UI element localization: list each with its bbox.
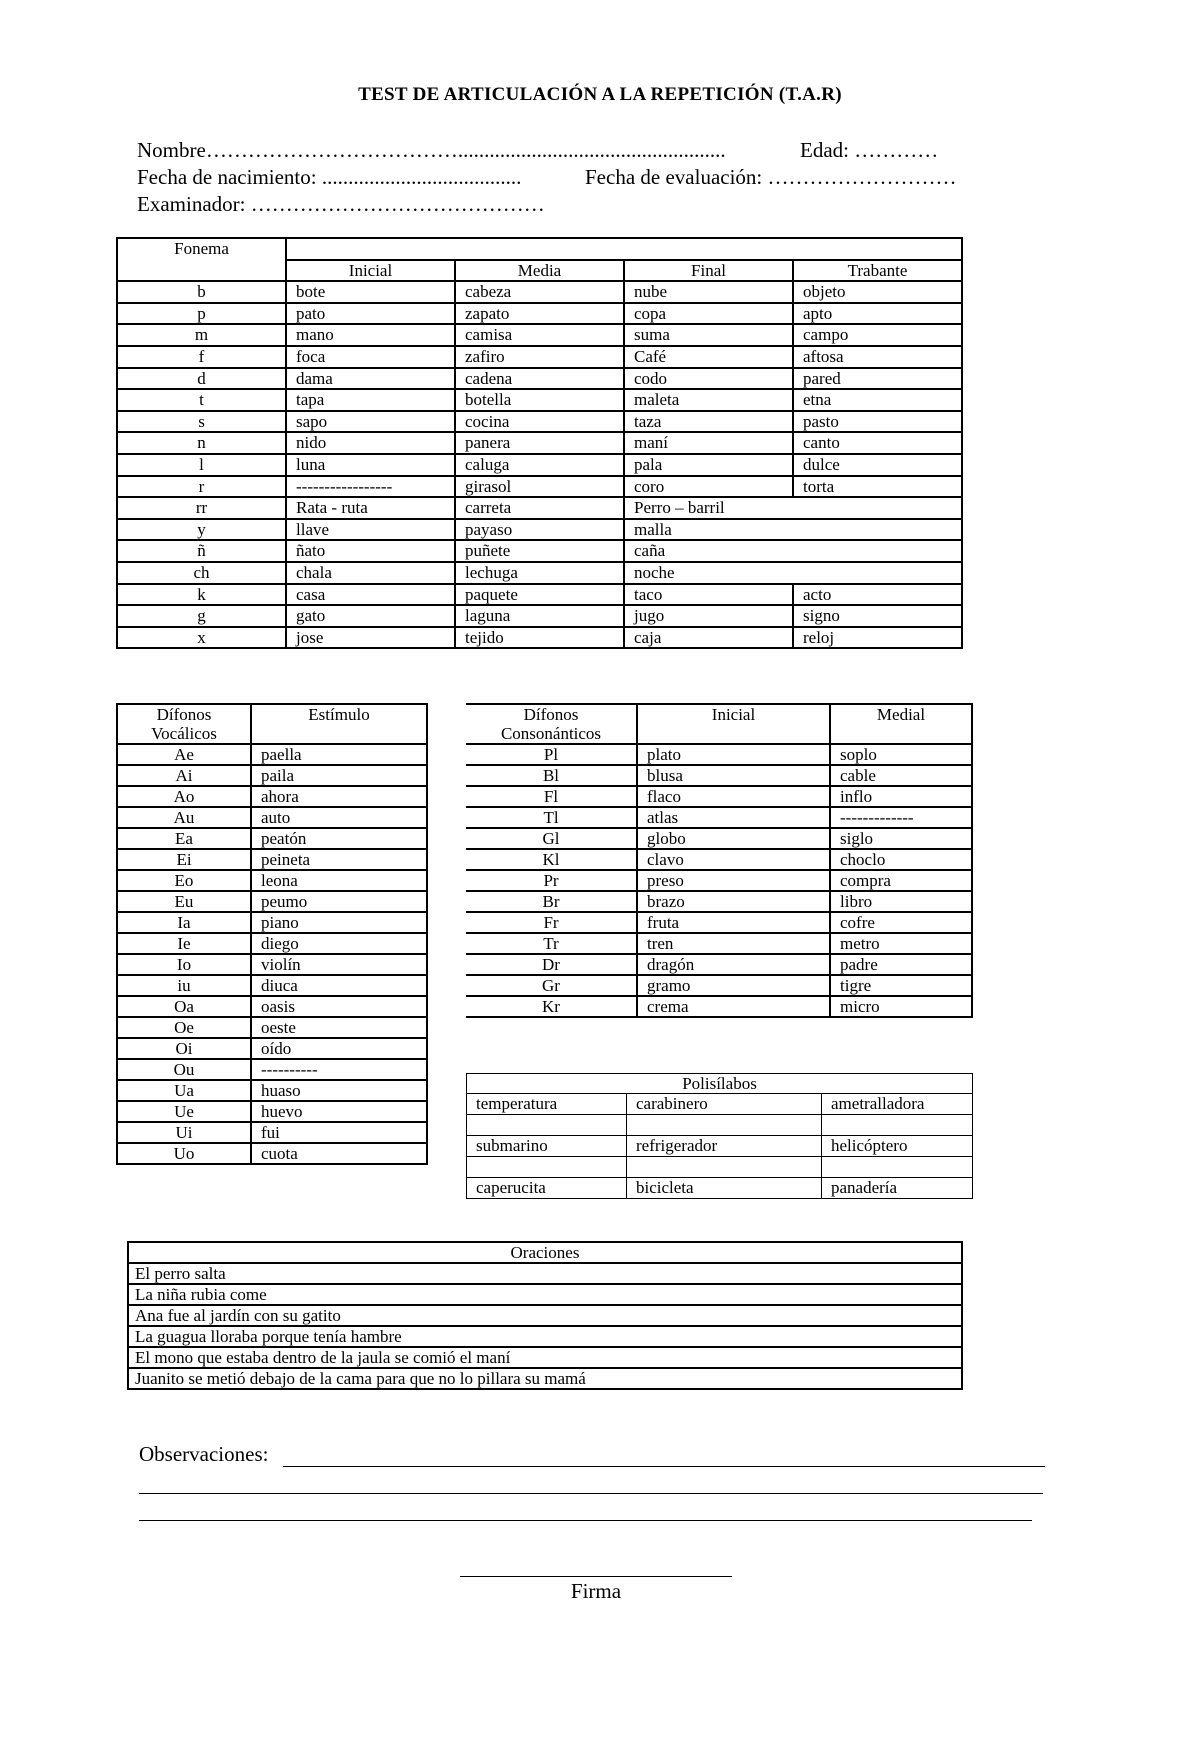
- word-media: tejido: [455, 627, 624, 649]
- oracion-text: Ana fue al jardín con su gatito: [128, 1305, 962, 1326]
- observaciones-line-3[interactable]: [139, 1520, 1032, 1521]
- oracion-text: La niña rubia come: [128, 1284, 962, 1305]
- difono-consonantico: Fr: [466, 912, 637, 933]
- polisilabo-word: carabinero: [627, 1094, 822, 1115]
- word-trabante: torta: [793, 476, 962, 498]
- consonantico-row: [466, 765, 972, 786]
- polisilabo-word: [627, 1157, 822, 1178]
- word-final: malla: [624, 519, 962, 541]
- fonema-row: [117, 411, 962, 433]
- difono-consonantico: Gl: [466, 828, 637, 849]
- polisilabo-row: [467, 1136, 973, 1157]
- word-final: noche: [624, 562, 962, 584]
- word-inicial: blusa: [637, 765, 830, 786]
- fonema-symbol: n: [117, 432, 286, 454]
- position-header-spacer: [286, 238, 962, 260]
- vocalico-row: [117, 765, 427, 786]
- fonema-row: [117, 324, 962, 346]
- word-final: taco: [624, 584, 793, 606]
- fonema-row: [117, 432, 962, 454]
- estimulo-word: oeste: [251, 1017, 427, 1038]
- estimulo-word: paila: [251, 765, 427, 786]
- word-media: puñete: [455, 540, 624, 562]
- polisilabo-word: refrigerador: [627, 1136, 822, 1157]
- polisilabo-row: [467, 1157, 973, 1178]
- estimulo-word: diego: [251, 933, 427, 954]
- difono-consonantico: Pl: [466, 744, 637, 765]
- word-trabante: reloj: [793, 627, 962, 649]
- fonema-symbol: y: [117, 519, 286, 541]
- word-media: laguna: [455, 605, 624, 627]
- word-trabante: pared: [793, 368, 962, 390]
- oraciones-header: Oraciones: [128, 1242, 962, 1263]
- word-final: pala: [624, 454, 793, 476]
- estimulo-word: paella: [251, 744, 427, 765]
- word-inicial: sapo: [286, 411, 455, 433]
- difono-vocalico: Io: [117, 954, 251, 975]
- word-inicial: clavo: [637, 849, 830, 870]
- fonema-row: [117, 303, 962, 325]
- fonema-row: [117, 584, 962, 606]
- vocalico-row: [117, 1080, 427, 1101]
- fonema-row: [117, 368, 962, 390]
- consonantico-row: [466, 870, 972, 891]
- word-final: caja: [624, 627, 793, 649]
- fonema-row: [117, 476, 962, 498]
- consonantico-row: [466, 849, 972, 870]
- difono-vocalico: Eo: [117, 870, 251, 891]
- word-inicial: bote: [286, 281, 455, 303]
- estimulo-word: peineta: [251, 849, 427, 870]
- polisilabo-word: temperatura: [467, 1094, 627, 1115]
- vocalico-row: [117, 933, 427, 954]
- estimulo-word: diuca: [251, 975, 427, 996]
- word-medial: micro: [830, 996, 972, 1017]
- word-inicial: mano: [286, 324, 455, 346]
- oracion-row: [128, 1263, 962, 1284]
- word-inicial: preso: [637, 870, 830, 891]
- polisilabo-word: caperucita: [467, 1178, 627, 1199]
- oracion-row: [128, 1347, 962, 1368]
- polisilabo-word: submarino: [467, 1136, 627, 1157]
- polisilabo-word: helicóptero: [822, 1136, 973, 1157]
- word-inicial: llave: [286, 519, 455, 541]
- difono-consonantico: Kl: [466, 849, 637, 870]
- word-final: jugo: [624, 605, 793, 627]
- difonos-consonanticos-header: Dífonos Consonánticos: [466, 704, 637, 744]
- fonema-symbol: g: [117, 605, 286, 627]
- consonanticos-header-row: [466, 704, 972, 744]
- fecha-evaluacion-field[interactable]: Fecha de evaluación: ………………………: [585, 165, 957, 189]
- difonos-vocalicos-header: Dífonos Vocálicos: [117, 704, 251, 744]
- fonema-row: [117, 454, 962, 476]
- estimulo-word: cuota: [251, 1143, 427, 1164]
- observaciones-line-1[interactable]: [283, 1466, 1045, 1467]
- estimulo-word: violín: [251, 954, 427, 975]
- col-header-trabante: Trabante: [793, 260, 962, 282]
- word-trabante: aftosa: [793, 346, 962, 368]
- word-inicial: brazo: [637, 891, 830, 912]
- difono-vocalico: Ao: [117, 786, 251, 807]
- difono-vocalico: Ue: [117, 1101, 251, 1122]
- word-final: taza: [624, 411, 793, 433]
- polisilabos-header: Polisílabos: [467, 1074, 973, 1094]
- fonema-symbol: m: [117, 324, 286, 346]
- consonantico-row: [466, 828, 972, 849]
- vocalico-row: [117, 954, 427, 975]
- polisilabos-header-row: [467, 1074, 973, 1094]
- fonemas-table: [116, 237, 963, 649]
- difono-vocalico: Ui: [117, 1122, 251, 1143]
- vocalico-row: [117, 891, 427, 912]
- word-media: zapato: [455, 303, 624, 325]
- inicial-header: Inicial: [637, 704, 830, 744]
- word-final: suma: [624, 324, 793, 346]
- word-final: Café: [624, 346, 793, 368]
- difono-vocalico: Ou: [117, 1059, 251, 1080]
- fonemas-header-row: [117, 238, 962, 260]
- word-medial: soplo: [830, 744, 972, 765]
- word-final: codo: [624, 368, 793, 390]
- estimulo-word: fui: [251, 1122, 427, 1143]
- consonantico-row: [466, 786, 972, 807]
- word-final: maleta: [624, 389, 793, 411]
- word-inicial: gramo: [637, 975, 830, 996]
- word-medial: metro: [830, 933, 972, 954]
- difono-consonantico: Dr: [466, 954, 637, 975]
- vocalicos-header-row: [117, 704, 427, 744]
- word-trabante: campo: [793, 324, 962, 346]
- fecha-nacimiento-field[interactable]: Fecha de nacimiento: ......................................: [137, 165, 522, 189]
- polisilabo-word: [467, 1115, 627, 1136]
- polisilabo-word: [822, 1157, 973, 1178]
- consonantico-row: [466, 912, 972, 933]
- word-medial: -------------: [830, 807, 972, 828]
- word-inicial: flaco: [637, 786, 830, 807]
- word-trabante: etna: [793, 389, 962, 411]
- word-inicial: plato: [637, 744, 830, 765]
- word-medial: padre: [830, 954, 972, 975]
- medial-header: Medial: [830, 704, 972, 744]
- difono-vocalico: Oa: [117, 996, 251, 1017]
- difono-vocalico: Ie: [117, 933, 251, 954]
- fonema-symbol: rr: [117, 497, 286, 519]
- estimulo-header: Estímulo: [251, 704, 427, 744]
- fonema-symbol: x: [117, 627, 286, 649]
- fonema-row: [117, 605, 962, 627]
- word-medial: inflo: [830, 786, 972, 807]
- polisilabo-row: [467, 1178, 973, 1199]
- observaciones-label: Observaciones:: [139, 1442, 269, 1466]
- estimulo-word: huevo: [251, 1101, 427, 1122]
- fonema-symbol: ñ: [117, 540, 286, 562]
- fonema-row: [117, 627, 962, 649]
- word-trabante: acto: [793, 584, 962, 606]
- word-trabante: pasto: [793, 411, 962, 433]
- consonantico-row: [466, 975, 972, 996]
- oracion-row: [128, 1326, 962, 1347]
- word-medial: cofre: [830, 912, 972, 933]
- fonema-row: [117, 346, 962, 368]
- word-trabante: signo: [793, 605, 962, 627]
- word-final: coro: [624, 476, 793, 498]
- difono-consonantico: Kr: [466, 996, 637, 1017]
- vocalico-row: [117, 975, 427, 996]
- fonema-symbol: p: [117, 303, 286, 325]
- word-inicial: tren: [637, 933, 830, 954]
- oraciones-table: [127, 1241, 963, 1390]
- word-inicial: luna: [286, 454, 455, 476]
- fonema-header: Fonema: [117, 238, 286, 281]
- polisilabo-word: panadería: [822, 1178, 973, 1199]
- fonema-symbol: t: [117, 389, 286, 411]
- word-inicial: gato: [286, 605, 455, 627]
- col-header-media: Media: [455, 260, 624, 282]
- vocalico-row: [117, 1017, 427, 1038]
- observaciones-line-2[interactable]: [139, 1493, 1043, 1494]
- fonema-symbol: r: [117, 476, 286, 498]
- difono-vocalico: Ia: [117, 912, 251, 933]
- difono-vocalico: Ua: [117, 1080, 251, 1101]
- vocalico-row: [117, 996, 427, 1017]
- consonantico-row: [466, 933, 972, 954]
- vocalico-row: [117, 828, 427, 849]
- fonema-row: [117, 389, 962, 411]
- difono-consonantico: Fl: [466, 786, 637, 807]
- word-media: lechuga: [455, 562, 624, 584]
- estimulo-word: ----------: [251, 1059, 427, 1080]
- word-media: botella: [455, 389, 624, 411]
- polisilabo-row: [467, 1115, 973, 1136]
- oracion-text: Juanito se metió debajo de la cama para que no lo pillara su mamá: [128, 1368, 962, 1389]
- vocalico-row: [117, 1059, 427, 1080]
- word-inicial: pato: [286, 303, 455, 325]
- word-media: cadena: [455, 368, 624, 390]
- word-media: zafiro: [455, 346, 624, 368]
- vocalico-row: [117, 1143, 427, 1164]
- vocalico-row: [117, 870, 427, 891]
- vocalico-row: [117, 912, 427, 933]
- vocalico-row: [117, 744, 427, 765]
- fonema-row: [117, 281, 962, 303]
- word-inicial: ñato: [286, 540, 455, 562]
- fonema-row: [117, 519, 962, 541]
- estimulo-word: huaso: [251, 1080, 427, 1101]
- word-inicial: tapa: [286, 389, 455, 411]
- word-medial: choclo: [830, 849, 972, 870]
- oracion-text: El perro salta: [128, 1263, 962, 1284]
- word-inicial: jose: [286, 627, 455, 649]
- difonos-vocalicos-table: [116, 703, 428, 1165]
- polisilabos-table: [466, 1073, 973, 1199]
- difono-vocalico: Oi: [117, 1038, 251, 1059]
- vocalico-row: [117, 849, 427, 870]
- word-inicial: dragón: [637, 954, 830, 975]
- word-final: copa: [624, 303, 793, 325]
- page-title: TEST DE ARTICULACIÓN A LA REPETICIÓN (T.A.R): [358, 84, 842, 105]
- oracion-text: El mono que estaba dentro de la jaula se comió el maní: [128, 1347, 962, 1368]
- word-trabante: dulce: [793, 454, 962, 476]
- word-inicial: globo: [637, 828, 830, 849]
- difono-vocalico: Au: [117, 807, 251, 828]
- polisilabo-word: [822, 1115, 973, 1136]
- word-media: cabeza: [455, 281, 624, 303]
- vocalico-row: [117, 1038, 427, 1059]
- difono-vocalico: Oe: [117, 1017, 251, 1038]
- consonantico-row: [466, 996, 972, 1017]
- estimulo-word: oído: [251, 1038, 427, 1059]
- word-media: caluga: [455, 454, 624, 476]
- estimulo-word: ahora: [251, 786, 427, 807]
- difono-consonantico: Br: [466, 891, 637, 912]
- word-inicial: chala: [286, 562, 455, 584]
- examinador-field[interactable]: Examinador: ……………………………………: [137, 192, 545, 216]
- col-header-final: Final: [624, 260, 793, 282]
- word-inicial: fruta: [637, 912, 830, 933]
- fonema-symbol: l: [117, 454, 286, 476]
- difono-vocalico: Ai: [117, 765, 251, 786]
- polisilabo-word: [467, 1157, 627, 1178]
- consonantico-row: [466, 744, 972, 765]
- oracion-row: [128, 1284, 962, 1305]
- word-media: girasol: [455, 476, 624, 498]
- difono-consonantico: Tl: [466, 807, 637, 828]
- word-trabante: apto: [793, 303, 962, 325]
- vocalico-row: [117, 786, 427, 807]
- word-inicial: Rata - ruta: [286, 497, 455, 519]
- difono-vocalico: Uo: [117, 1143, 251, 1164]
- estimulo-word: peatón: [251, 828, 427, 849]
- oracion-row: [128, 1305, 962, 1326]
- word-medial: tigre: [830, 975, 972, 996]
- difonos-consonanticos-table: [466, 703, 973, 1018]
- difono-consonantico: Gr: [466, 975, 637, 996]
- fonema-symbol: k: [117, 584, 286, 606]
- word-inicial: casa: [286, 584, 455, 606]
- vocalico-row: [117, 1122, 427, 1143]
- word-medial: compra: [830, 870, 972, 891]
- difono-vocalico: Eu: [117, 891, 251, 912]
- word-inicial: crema: [637, 996, 830, 1017]
- oraciones-header-row: [128, 1242, 962, 1263]
- consonantico-row: [466, 807, 972, 828]
- word-trabante: canto: [793, 432, 962, 454]
- fonema-row: [117, 540, 962, 562]
- word-media: cocina: [455, 411, 624, 433]
- estimulo-word: auto: [251, 807, 427, 828]
- estimulo-word: peumo: [251, 891, 427, 912]
- fonema-row: [117, 497, 962, 519]
- word-final: maní: [624, 432, 793, 454]
- word-final: nube: [624, 281, 793, 303]
- word-media: payaso: [455, 519, 624, 541]
- fonema-symbol: b: [117, 281, 286, 303]
- word-inicial: dama: [286, 368, 455, 390]
- vocalico-row: [117, 807, 427, 828]
- polisilabo-row: [467, 1094, 973, 1115]
- firma-label: Firma: [570, 1579, 622, 1603]
- polisilabo-word: [627, 1115, 822, 1136]
- fonema-symbol: ch: [117, 562, 286, 584]
- word-inicial: -----------------: [286, 476, 455, 498]
- oracion-row: [128, 1368, 962, 1389]
- word-medial: cable: [830, 765, 972, 786]
- word-media: paquete: [455, 584, 624, 606]
- nombre-field[interactable]: Nombre………………………………...................................................: [137, 138, 726, 162]
- fonema-symbol: s: [117, 411, 286, 433]
- difono-vocalico: Ei: [117, 849, 251, 870]
- oracion-text: La guagua lloraba porque tenía hambre: [128, 1326, 962, 1347]
- fonema-symbol: f: [117, 346, 286, 368]
- fonema-symbol: d: [117, 368, 286, 390]
- estimulo-word: oasis: [251, 996, 427, 1017]
- estimulo-word: piano: [251, 912, 427, 933]
- word-medial: libro: [830, 891, 972, 912]
- word-media: panera: [455, 432, 624, 454]
- word-trabante: objeto: [793, 281, 962, 303]
- word-final: Perro – barril: [624, 497, 962, 519]
- col-header-inicial: Inicial: [286, 260, 455, 282]
- consonantico-row: [466, 954, 972, 975]
- word-inicial: nido: [286, 432, 455, 454]
- word-media: camisa: [455, 324, 624, 346]
- vocalico-row: [117, 1101, 427, 1122]
- difono-vocalico: Ea: [117, 828, 251, 849]
- fonema-row: [117, 562, 962, 584]
- difono-consonantico: Bl: [466, 765, 637, 786]
- difono-consonantico: Pr: [466, 870, 637, 891]
- word-final: caña: [624, 540, 962, 562]
- difono-consonantico: Tr: [466, 933, 637, 954]
- firma-line[interactable]: [460, 1576, 732, 1577]
- polisilabo-word: ametralladora: [822, 1094, 973, 1115]
- consonantico-row: [466, 891, 972, 912]
- estimulo-word: leona: [251, 870, 427, 891]
- word-medial: siglo: [830, 828, 972, 849]
- word-inicial: foca: [286, 346, 455, 368]
- edad-field[interactable]: Edad: …………: [800, 138, 939, 162]
- difono-vocalico: Ae: [117, 744, 251, 765]
- difono-vocalico: iu: [117, 975, 251, 996]
- word-inicial: atlas: [637, 807, 830, 828]
- polisilabo-word: bicicleta: [627, 1178, 822, 1199]
- word-media: carreta: [455, 497, 624, 519]
